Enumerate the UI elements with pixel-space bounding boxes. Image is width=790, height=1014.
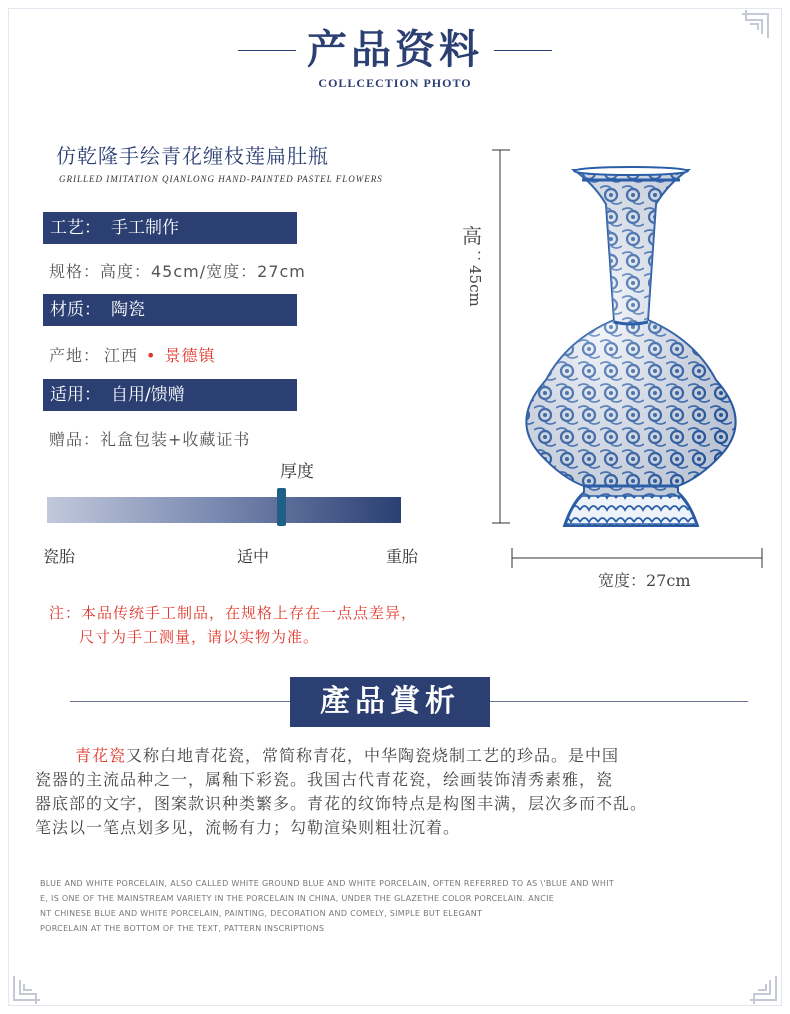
description-line-3: 器底部的文字，图案款识种类繁多。青花的纹饰特点是构图丰满，层次多而不乱。 bbox=[35, 794, 648, 813]
thickness-marker bbox=[277, 488, 286, 526]
fret-corner-icon bbox=[8, 972, 42, 1006]
thickness-label: 厚度 bbox=[280, 462, 314, 482]
material-value: 陶瓷 bbox=[111, 300, 145, 320]
origin-city: 景德镇 bbox=[164, 346, 216, 365]
gift-spec: 赠品：礼盒包装+收藏证书 bbox=[49, 430, 251, 449]
thickness-low-label: 瓷胎 bbox=[43, 547, 76, 566]
description-en-line-3: NT CHINESE BLUE AND WHITE PORCELAIN, PAINTING, DECORATION AND COMELY, SIMPLE BUT ELEGANT bbox=[40, 909, 483, 918]
description-line-4: 笔法以一笔点划多见，流畅有力；勾勒渲染则粗壮沉着。 bbox=[35, 818, 461, 837]
material-label: 材质： bbox=[50, 300, 101, 320]
description-block bbox=[35, 744, 775, 840]
height-value: ：45cm bbox=[466, 250, 484, 307]
page-subtitle: COLLCECTION PHOTO bbox=[318, 76, 472, 90]
usage-label: 适用： bbox=[50, 385, 101, 405]
product-name-en: GRILLED IMITATION QIANLONG HAND-PAINTED PASTEL FLOWERS bbox=[59, 174, 383, 184]
craft-label: 工艺： bbox=[50, 218, 101, 238]
product-name: 仿乾隆手绘青花缠枝莲扁肚瓶 bbox=[56, 144, 329, 168]
note-line-1: 注：本品传统手工制品，在规格上存在一点点差异， bbox=[49, 604, 418, 622]
size-spec: 规格：高度：45cm/宽度：27cm bbox=[49, 262, 306, 281]
thickness-mid-label: 适中 bbox=[237, 547, 270, 566]
origin-region: 江西 bbox=[104, 346, 139, 365]
origin-spec bbox=[49, 343, 215, 366]
title-rule-left bbox=[238, 50, 296, 51]
usage-value: 自用/馈赠 bbox=[111, 385, 185, 405]
thickness-gradient-bar bbox=[47, 497, 401, 523]
width-label: 宽度：27cm bbox=[598, 571, 691, 590]
title-rule-right bbox=[494, 50, 552, 51]
craft-bar bbox=[43, 212, 297, 244]
fret-corner-icon bbox=[748, 972, 782, 1006]
description-en-line-4: PORCELAIN AT THE BOTTOM OF THE TEXT, PATTERN INSCRIPTIONS bbox=[40, 924, 325, 933]
craft-value: 手工制作 bbox=[111, 218, 179, 238]
origin-label: 产地： bbox=[49, 346, 101, 365]
note-line-2: 尺寸为手工测量，请以实物为准。 bbox=[79, 628, 320, 646]
material-bar bbox=[43, 294, 297, 326]
section-rule-left bbox=[70, 701, 290, 702]
description-line-1: 又称白地青花瓷，常简称青花，中华陶瓷烧制工艺的珍品。是中国 bbox=[126, 746, 620, 765]
vase-illustration bbox=[490, 140, 780, 580]
description-en-line-2: E, IS ONE OF THE MAINSTREAM VARIETY IN THE PORCELAIN IN CHINA, UNDER THE GLAZETHE COLOR PORCELAIN. ANCIE bbox=[40, 894, 555, 903]
section-title: 產品賞析 bbox=[290, 677, 490, 727]
description-en-block bbox=[40, 876, 690, 936]
height-label: 高 bbox=[462, 224, 482, 248]
origin-dot: • bbox=[146, 346, 157, 365]
page-title: 产品资料 bbox=[307, 26, 483, 73]
usage-bar bbox=[43, 379, 297, 411]
description-line-2: 瓷器的主流品种之一，属釉下彩瓷。我国古代青花瓷，绘画装饰清秀素雅，瓷 bbox=[35, 770, 614, 789]
description-highlight: 青花瓷 bbox=[75, 746, 127, 765]
section-rule-right bbox=[490, 701, 748, 702]
thickness-high-label: 重胎 bbox=[386, 547, 419, 566]
description-en-line-1: BLUE AND WHITE PORCELAIN, ALSO CALLED WHITE GROUND BLUE AND WHITE PORCELAIN, OFTEN REFERRED TO AS \'BLUE AND WHIT bbox=[40, 879, 615, 888]
